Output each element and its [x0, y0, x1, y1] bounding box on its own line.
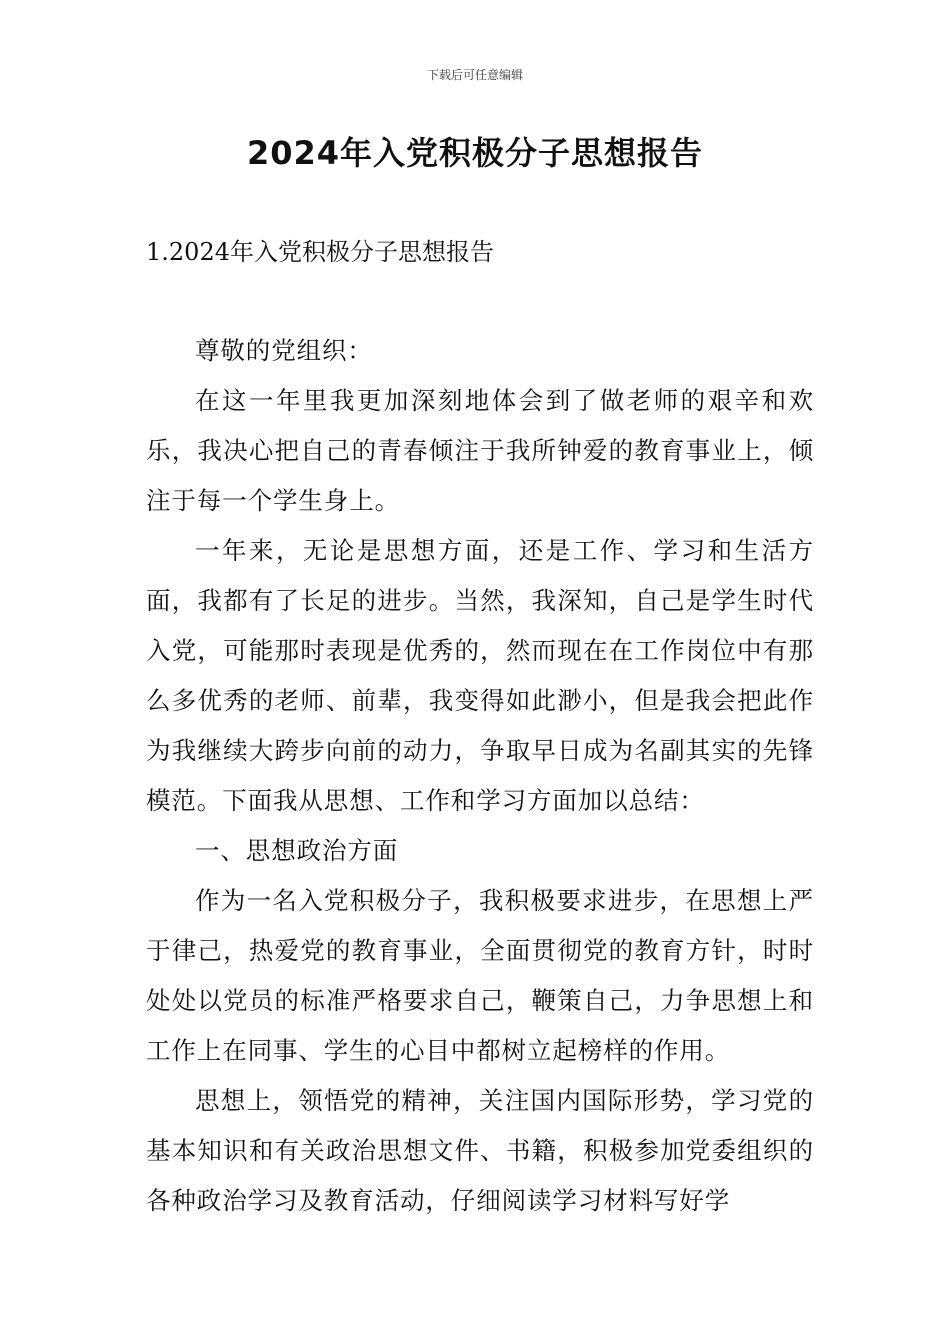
page-header-note: 下载后可任意编辑 [426, 68, 523, 82]
paragraph-1: 在这一年里我更加深刻地体会到了做老师的艰辛和欢乐，我决心把自己的青春倾注于我所钟爱的教育事业上，倾注于每一个学生身上。 [146, 386, 814, 515]
paragraph-4: 思想上，领悟党的精神，关注国内国际形势，学习党的基本知识和有关政治思想文件、书籍，积极参加党委组织的各种政治学习及教育活动，仔细阅读学习材料写好学 [146, 1086, 814, 1215]
document-title: 2024年入党积极分子思想报告 [246, 134, 704, 172]
document-body [146, 326, 814, 1226]
section-heading: 1.2024年入党积极分子思想报告 [146, 238, 494, 266]
paragraph-2: 一年来，无论是思想方面，还是工作、学习和生活方面，我都有了长足的进步。当然，我深知，自己是学生时代入党，可能那时表现是优秀的，然而现在在工作岗位中有那么多优秀的老师、前辈，我变得如此渺小，但是我会把此作为我继续大跨步向前的动力，争取早日成为名副其实的先锋模范。下面我从思想、工作和学习方面加以总结： [146, 536, 814, 815]
paragraph-3: 作为一名入党积极分子，我积极要求进步，在思想上严于律己，热爱党的教育事业，全面贯彻党的教育方针，时时处处以党员的标准严格要求自己，鞭策自己，力争思想上和工作上在同事、学生的心目中都树立起榜样的作用。 [146, 886, 814, 1065]
subsection-heading: 一、思想政治方面 [195, 836, 399, 865]
salutation: 尊敬的党组织： [195, 336, 373, 365]
